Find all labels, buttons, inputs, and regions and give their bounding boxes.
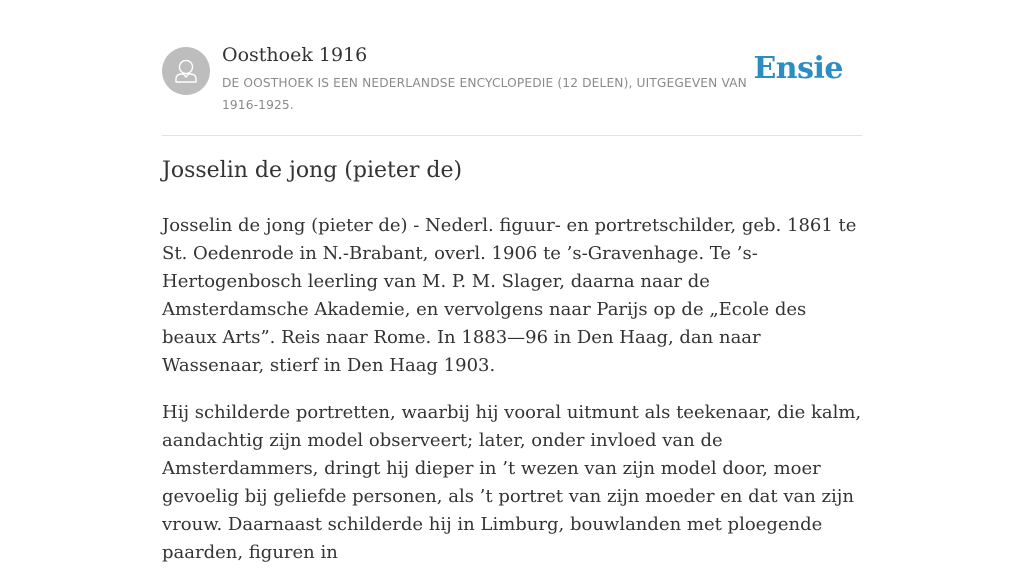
page <box>162 0 862 563</box>
article-title: Josselin de jong (pieter de) <box>162 158 463 183</box>
source-description: DE OOSTHOEK IS EEN NEDERLANDSE ENCYCLOPEDIE (12 DELEN), UITGEGEVEN VAN 1916-1925. <box>222 76 747 112</box>
source-header <box>162 0 862 136</box>
ensie-logo[interactable]: Ensie <box>753 51 843 86</box>
source-title[interactable]: Oosthoek 1916 <box>222 44 368 66</box>
article-paragraph: Hij schilderde portretten, waarbij hij vooral uitmunt als teekenaar, die kalm, aandachtig zijn model observeert; later, onder invloed van de Amsterdammers, dringt hij dieper in ’t wezen van zijn model door, moer gevoelig bij geliefde personen, als ’t portret van zijn moeder en dat van zijn vrouw. Daarnaast schilderde hij in Limburg, bouwlanden met ploegende paarden, figuren in <box>162 402 862 563</box>
source-avatar[interactable] <box>162 47 210 95</box>
article-body <box>162 212 862 586</box>
article-paragraph: Josselin de jong (pieter de) - Nederl. figuur- en portretschilder, geb. 1861 te St. Oedenrode in N.-Brabant, overl. 1906 te ’s-Gravenhage. Te ’s-Hertogenbosch leerling van M. P. M. Slager, daarna naar de Amsterdamsche Akademie, en vervolgens naar Parijs op de „Ecole des beaux Arts”. Reis naar Rome. In 1883—96 in Den Haag, dan naar Wassenaar, stierf in Den Haag 1903. <box>162 215 857 376</box>
user-placeholder-icon <box>162 47 210 95</box>
